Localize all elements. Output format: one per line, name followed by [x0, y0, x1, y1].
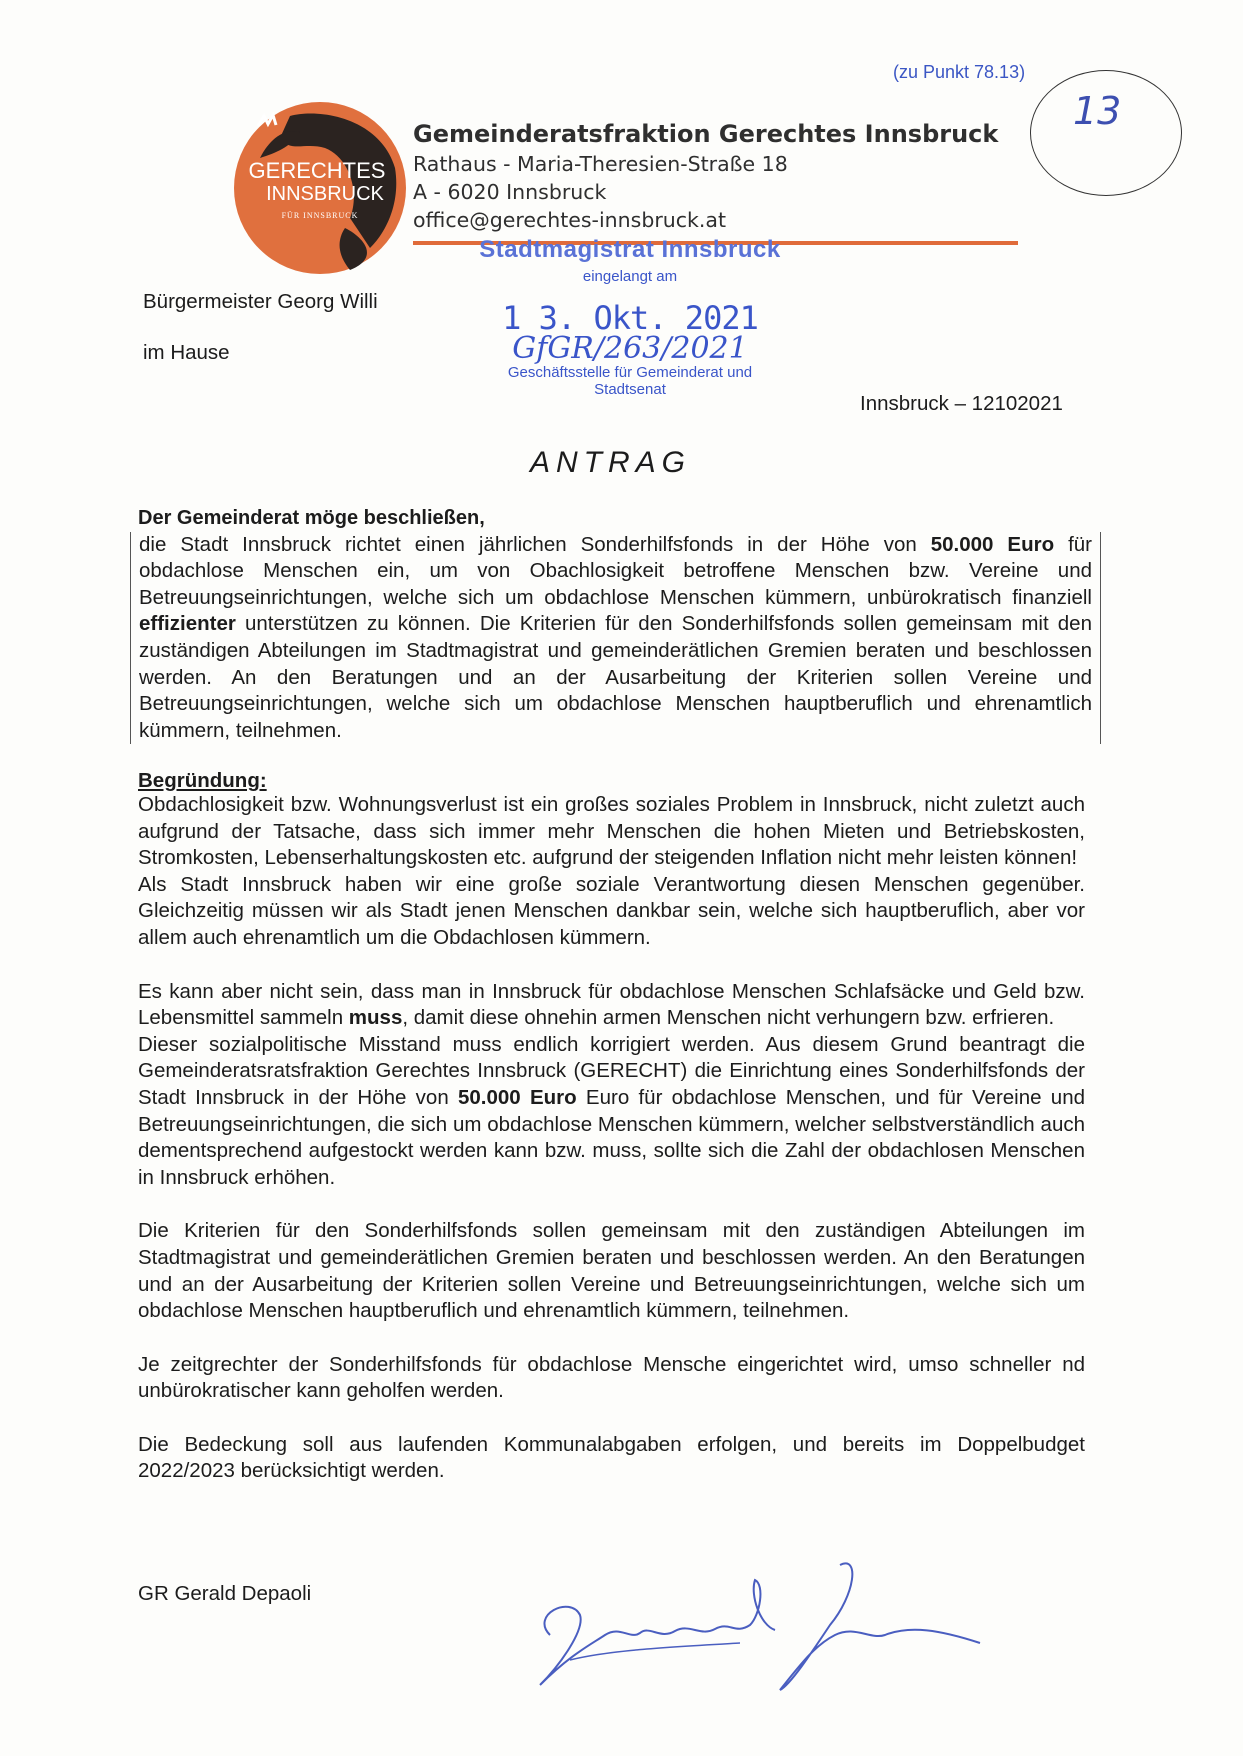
signer-name: GR Gerald Depaoli — [138, 1582, 312, 1605]
stamp-office: Geschäftsstelle für Gemeinderat und Stadtsenat — [507, 364, 753, 398]
reasoning-paragraph-4 — [138, 1032, 1085, 1192]
motion-section — [138, 505, 1093, 744]
motion-emphasis: effizienter — [139, 612, 236, 636]
place-date: Innsbruck – 12102021 — [860, 392, 1063, 415]
reasoning-title: Begründung: — [138, 769, 267, 792]
logo-line1: GERECHTES — [248, 158, 386, 183]
motion-intro: Der Gemeinderat möge beschließen, — [138, 507, 485, 529]
reasoning-p4-amount: 50.000 Euro — [457, 1085, 577, 1109]
agenda-reference: (zu Punkt 78.13) — [893, 62, 1026, 82]
received-stamp — [470, 236, 790, 398]
reasoning-paragraph-2: Als Stadt Innsbruck haben wir eine große soziale Verantwortung diesen Menschen gegenüber. Gleichzeitig müssen wir als Stadt jenen Menschen dankbar sein, welche sich hauptberuflich, aber vor allem auch ehrenamtlich um die Obdachlosen kümmern. — [138, 872, 1085, 949]
reasoning-p3-emphasis: muss — [348, 1006, 403, 1030]
party-logo — [230, 98, 410, 278]
address-line-2: A - 6020 Innsbruck — [413, 180, 607, 204]
reasoning-paragraph-7: Die Bedeckung soll aus laufenden Kommunalabgaben erfolgen, und bereits im Doppelbudget 2022/2023 berücksichtigt werden. — [138, 1432, 1085, 1483]
motion-text-b: für obdachlose Menschen ein, um von Obachlosigkeit betroffene Menschen bzw. Vereine und Betreuungseinrichtungen, welche sich um obdachlose Menschen kümmern, unbürokratisch finanziell — [139, 532, 1092, 609]
letterhead — [413, 118, 998, 234]
address-line-1: Rathaus - Maria-Theresien-Straße 18 — [413, 152, 788, 176]
reasoning-paragraph-6: Je zeitgrechter der Sonderhilfsfonds für obdachlose Mensche eingerichtet wird, umso schneller nd unbürokratischer kann geholfen werden. — [138, 1352, 1085, 1403]
reasoning-section — [138, 770, 1085, 1485]
item-number-circle — [1030, 70, 1182, 196]
org-name: Gemeinderatsfraktion Gerechtes Innsbruck — [413, 120, 999, 148]
motion-text-c: unterstützen zu können. Die Kriterien für den Sonderhilfsfonds sollen gemeinsam mit den zuständigen Abteilungen im Stadtmagistrat und gemeinderätlichen Gremien beraten und beschlossen werden. An den Beratungen und an der Ausarbeitung der Kriterien sollen Vereine und Betreuungseinrichtungen, welche sich um obdachlose Menschen hauptberuflich und ehrenamtlich kümmern, teilnehmen. — [139, 612, 1092, 742]
motion-text — [130, 532, 1101, 745]
reasoning-paragraph-1: Obdachlosigkeit bzw. Wohnungsverlust ist ein großes soziales Problem in Innsbruck, nicht zuletzt auch aufgrund der Tatsache, dass sich immer mehr Menschen die hohen Mieten und Betriebskosten, Stromkosten, Lebenserhaltungskosten etc. aufgrund der steigenden Inflation nicht mehr leisten können! — [138, 793, 1085, 870]
document-heading: ANTRAG — [530, 446, 692, 479]
item-number: 13 — [1073, 89, 1122, 133]
reasoning-paragraph-5: Die Kriterien für den Sonderhilfsfonds sollen gemeinsam mit den zuständigen Abteilungen im Stadtmagistrat und gemeinderätlichen Gremien beraten und beschlossen werden. An den Beratungen und an der Ausarbeitung der Kriterien sollen Vereine und Betreuungseinrichtungen, welche sich um obdachlose Menschen hauptberuflich und ehrenamtlich kümmern, teilnehmen. — [138, 1219, 1085, 1323]
logo-tagline: FÜR INNSBRUCK — [281, 211, 359, 220]
stamp-date: 1 3. Okt. 2021 — [502, 299, 758, 337]
email: office@gerechtes-innsbruck.at — [413, 208, 727, 232]
stamp-reference: GfGR/263/2021 — [512, 331, 748, 366]
reasoning-p3-a: Es kann aber nicht sein, dass man in Innsbruck für obdachlose Menschen Schlafsäcke und Geld bzw. Lebensmittel sammeln — [138, 979, 1085, 1030]
reasoning-p4-b: Euro für obdachlose Menschen, und für Vereine und Betreuungseinrichtungen, die sich um obdachlose Menschen kümmern, welcher selbstverständlich auch dementsprechend aufgestockt werden kann bzw. muss, sollte sich die Zahl der obdachlosen Menschen in Innsbruck erhöhen. — [138, 1085, 1086, 1189]
stamp-title: Stadtmagistrat Innsbruck — [479, 236, 781, 263]
reasoning-p4-a: Dieser sozialpolitische Misstand muss endlich korrigiert werden. Aus diesem Grund beantragt die Gemeinderatsratsfraktion Gerechtes Innsbruck (GERECHT) die Einrichtung eines Sonderhilfsfonds der Stadt Innsbruck in der Höhe von — [138, 1032, 1085, 1109]
reasoning-paragraph-3 — [138, 979, 1085, 1032]
recipient-location: im Hause — [143, 341, 230, 364]
motion-text-a: die Stadt Innsbruck richtet einen jährlichen Sonderhilfsfonds in der Höhe von — [139, 532, 931, 556]
recipient-name: Bürgermeister Georg Willi — [143, 290, 378, 313]
reasoning-p3-b: , damit diese ohnehin armen Menschen nicht verhungern bzw. erfrieren. — [402, 1006, 1055, 1030]
motion-amount: 50.000 Euro — [930, 532, 1055, 556]
stamp-received-label: eingelangt am — [582, 268, 678, 285]
logo-line2: INNSBRUCK — [266, 183, 384, 205]
handwritten-signature — [510, 1555, 1010, 1695]
